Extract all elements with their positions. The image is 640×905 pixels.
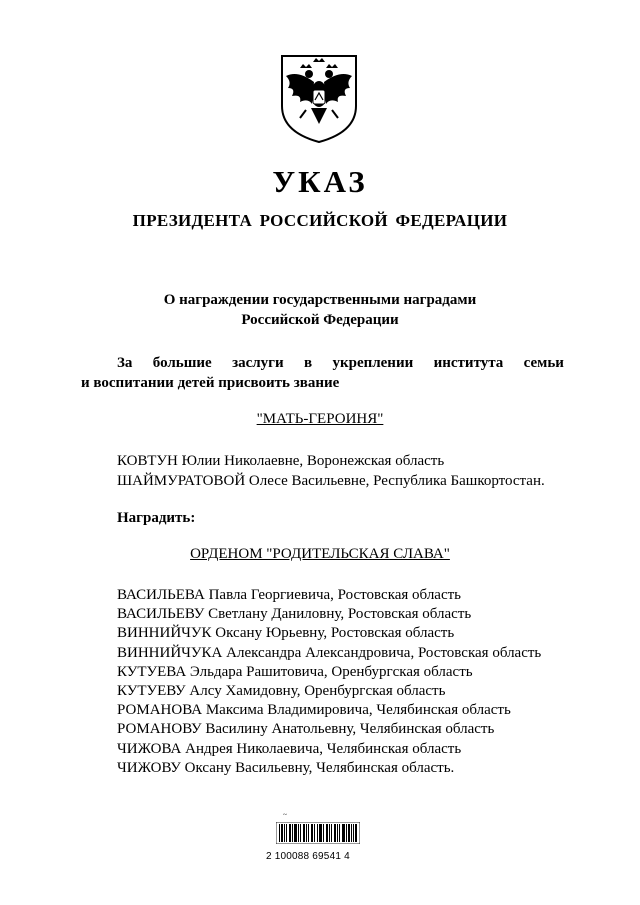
list-item: ВИННИЙЧУК Оксану Юрьевну, Ростовская область [117, 625, 455, 642]
subject-line-2: Российской Федерации [241, 312, 399, 328]
page-subtitle: ПРЕЗИДЕНТА РОССИЙСКОЙ ФЕДЕРАЦИИ [132, 211, 508, 230]
decree-subject [0, 290, 640, 330]
list-item: ЧИЖОВА Андрея Николаевича, Челябинская область [117, 740, 462, 757]
list-item: ВИННИЙЧУКА Александра Александровича, Ростовская область [117, 644, 542, 661]
intro-word: укреплении [332, 355, 414, 371]
intro-line-2: и воспитании детей присвоить звание [81, 375, 340, 391]
barcode-mark-icon: ~ [283, 811, 287, 819]
barcode-number: 2 100088 69541 4 [266, 851, 350, 862]
intro-word: большие [152, 355, 212, 371]
award-label: Наградить: [117, 510, 196, 526]
intro-word: За [117, 355, 133, 371]
barcode-icon [276, 822, 360, 844]
list-item: РОМАНОВУ Василину Анатольевну, Челябинская область [117, 721, 495, 738]
list-item: ЧИЖОВУ Оксану Васильевну, Челябинская область. [117, 759, 455, 776]
list-item: ШАЙМУРАТОВОЙ Олесе Васильевне, Республика Башкортостан. [117, 473, 545, 489]
list-item: РОМАНОВА Максима Владимировича, Челябинская область [117, 702, 511, 719]
intro-line-1 [81, 353, 564, 373]
subject-line-1: О награждении государственными наградами [163, 292, 477, 308]
page-title: УКАЗ [272, 164, 368, 199]
list-item: ВАСИЛЬЕВА Павла Георгиевича, Ростовская область [117, 587, 462, 603]
list-item: ВАСИЛЬЕВУ Светлану Даниловну, Ростовская область [117, 606, 472, 623]
intro-paragraph [81, 353, 564, 393]
list-item: КУТУЕВА Эльдара Рашитовича, Оренбургская область [117, 663, 473, 680]
intro-word: института [433, 355, 504, 371]
list-item: КУТУЕВУ Алсу Хамидовну, Оренбургская область [117, 683, 446, 700]
rank-recipients-list [117, 451, 545, 491]
intro-word: заслуги [232, 355, 284, 371]
order-recipients-list [117, 586, 541, 778]
russian-coat-of-arms-icon [278, 52, 360, 144]
list-item: КОВТУН Юлии Николаевне, Воронежская область [117, 453, 445, 469]
intro-word: в [303, 355, 313, 371]
order-title: ОРДЕНОМ "РОДИТЕЛЬСКАЯ СЛАВА" [190, 546, 450, 562]
intro-word: семьи [523, 355, 564, 371]
rank-title: "МАТЬ-ГЕРОИНЯ" [256, 411, 384, 427]
